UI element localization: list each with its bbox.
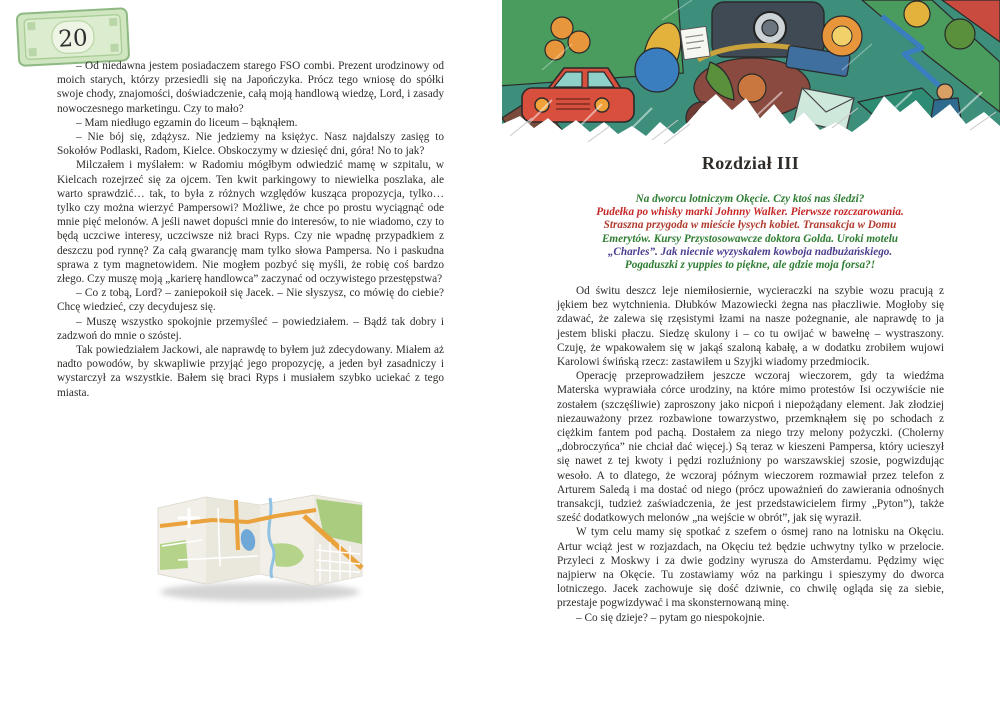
paragraph: Pogaduszki z yuppies to piękne, ale gdzie moja forsa?! [624, 259, 876, 272]
paragraph: Na dworcu lotniczym Okęcie. Czy ktoś nas śledzi? [635, 193, 865, 205]
paragraph: – Mam niedługo egzamin do liceum – bąknąłem. [76, 116, 298, 129]
folded-map-illustration [148, 486, 372, 610]
map-icon [148, 486, 372, 610]
paragraph: Milczałem i myślałem: w Radomiu mógłbym odwiedzić mamę w szpitalu, w Kielcach rozejrzeć się za ojcem. Ten kwit parkingowy to niewielka poszlaka, ale warto sprawdzić… tak, to była z różnych względów kusząca propozycja, tylko… tylko czy można wierzyć Pampersowi? Możliwe, że chce po prostu wyciągnąć ode mnie pięć melonów. A jeśli nawet dopuści mnie do interesów, to nie wiadomo, czy to będą uczciwe interesy, uczciwsze niż braci Ryps. Czy nie wpadnę przypadkiem z deszczu pod rynnę? Za całą gwarancję mam tylko słowa Pampersa. No i paskudna sprawa z tym magnetowidem. Nie mogłem pozbyć się myśli, że robię coś bardzo złego. Czy muszę moją „karierę handlowca” zaczynać od oczywistego przestępstwa? [57, 159, 444, 286]
paragraph: – Nie bój się, zdążysz. Nie jedziemy na księżyc. Nasz najdalszy zasięg to Sokołów Podlaski, Radom, Kielce. Obskoczymy w dziesięć dni, góra! No to jak? [57, 131, 444, 158]
paragraph: W tym celu mamy się spotkać z szefem o ósmej rano na lotnisku na Okęciu. Artur wciąż jest w rozjazdach, na Okęciu też będzie uchwytny tylko w przelocie. Przyleci z Moskwy i za dwie godziny wyrusza do Amsterdamu. Pędzimy więc najpierw na Okęcie. Tu zostawiamy wóz na parkingu i spieszymy do dworca lotniczego. Jacek zachowuje się dość dziwnie, co chwilę ogląda się za siebie, przestaje pogwizdywać i ma skonsternowaną minę. [557, 526, 944, 610]
paragraph: Pudełka po whisky marki Johnny Walker. Pierwsze rozczarowania. [596, 206, 904, 219]
paragraph: Od świtu deszcz leje niemiłosiernie, wycieraczki na szybie wozu pracują z jękiem bez wytchnienia. Dłubków Mazowiecki żegna nas płaczliwie. Mogłoby się zdawać, że zalewa się rzęsistymi łzami na nasze pożegnanie, ale naprawdę to ja jestem bliski płaczu. Siedzę skulony i – co tu owijać w bawełnę – wystraszony. Czuję, że wpakowałem się w jakąś szaloną kabałę, a w dodatku zrobiłem wujowi Karolowi świńską rzecz: zastawiłem u Szyjki wiadomy przedmiocik. [557, 285, 944, 369]
left-page-text [57, 59, 444, 400]
paragraph: – Co się dzieje? – pytam go niespokojnie. [576, 611, 765, 624]
chapter-title: Rozdział III [701, 152, 800, 173]
paragraph: Tak powiedziałem Jackowi, ale naprawdę to byłem już zdecydowany. Miałem aż nadto powodów, by skwapliwie przyjąć jego propozycję, a jeden był zasadniczy i wystarczył za wszystkie. Bałem się braci Ryps i musiałem szybko uciekać z tego miasta. [57, 344, 444, 399]
banknote-number: 20 [57, 25, 89, 53]
paragraph: Straszna przygoda w mieście łysych kobiet. Transakcja w Domu [603, 219, 897, 232]
doodle-collage-icon [502, 0, 1000, 152]
paragraph: „Charles”. Jak niecnie wyzyskałem kowboja nadbużańskiego. [607, 245, 893, 258]
paragraph: Operację przeprowadziłem jeszcze wczoraj wieczorem, gdy ta wiedźma Materska wyprawiała córce urodziny, na które mimo protestów Isi oczywiście nie zostałem (szczęśliwie) zaproszony jako nicpoń i niepożądany element. Jak złodziej niezauważony przez rozbawione towarzystwo, przemknąłem się po schodach z ciężkim fantem pod pachą. Dostałem za niego trzy melony pożyczki. (Cholerny „dobroczyńca” nie chciał dać więcej.) Są teraz w kieszeni Pampersa, który ucieszył się nawet z tej kwoty i pędzi rozluźniony po warszawskiej szosie, pogwizdując wesoło. A to dlatego, że wczoraj późnym wieczorem rozmawiał przez telefon z Arturem Saledą i ma dostać od niego (prócz upoważnień do zawierania odnośnych transakcji, tudzież zaświadczenia, że jest przedstawicielem firmy „Pyton”), także sześć dodatkowych melonów „na wejście w obrót”, jak się wyraził. [557, 370, 944, 525]
right-page-text [557, 284, 944, 625]
paragraph: – Co z tobą, Lord? – zaniepokoił się Jacek. – Nie słyszysz, co mówię do ciebie? Chcę wiedzieć, czy decydujesz się. [57, 287, 444, 314]
paragraph: – Muszę wszystko spokojnie przemyśleć – powiedziałem. – Bądź tak dobry i zadzwoń do mnie o szóstej. [57, 315, 444, 342]
paragraph: – Od niedawna jestem posiadaczem starego FSO combi. Prezent urodzinowy od moich starych, którzy przesiedli się na Japończyka. Prócz tego wniosę do spółki swoje chody, znajomości, doświadczenie, całą moją handlową wiedzę, Lord, i zasady nowoczesnego marketingu. Czy to mało? [57, 60, 444, 115]
chapter-summary [545, 193, 955, 272]
doodle-collage-illustration [502, 0, 1000, 152]
paragraph: Emerytów. Kursy Przystosowawcze doktora Golda. Uroki motelu [601, 232, 899, 245]
